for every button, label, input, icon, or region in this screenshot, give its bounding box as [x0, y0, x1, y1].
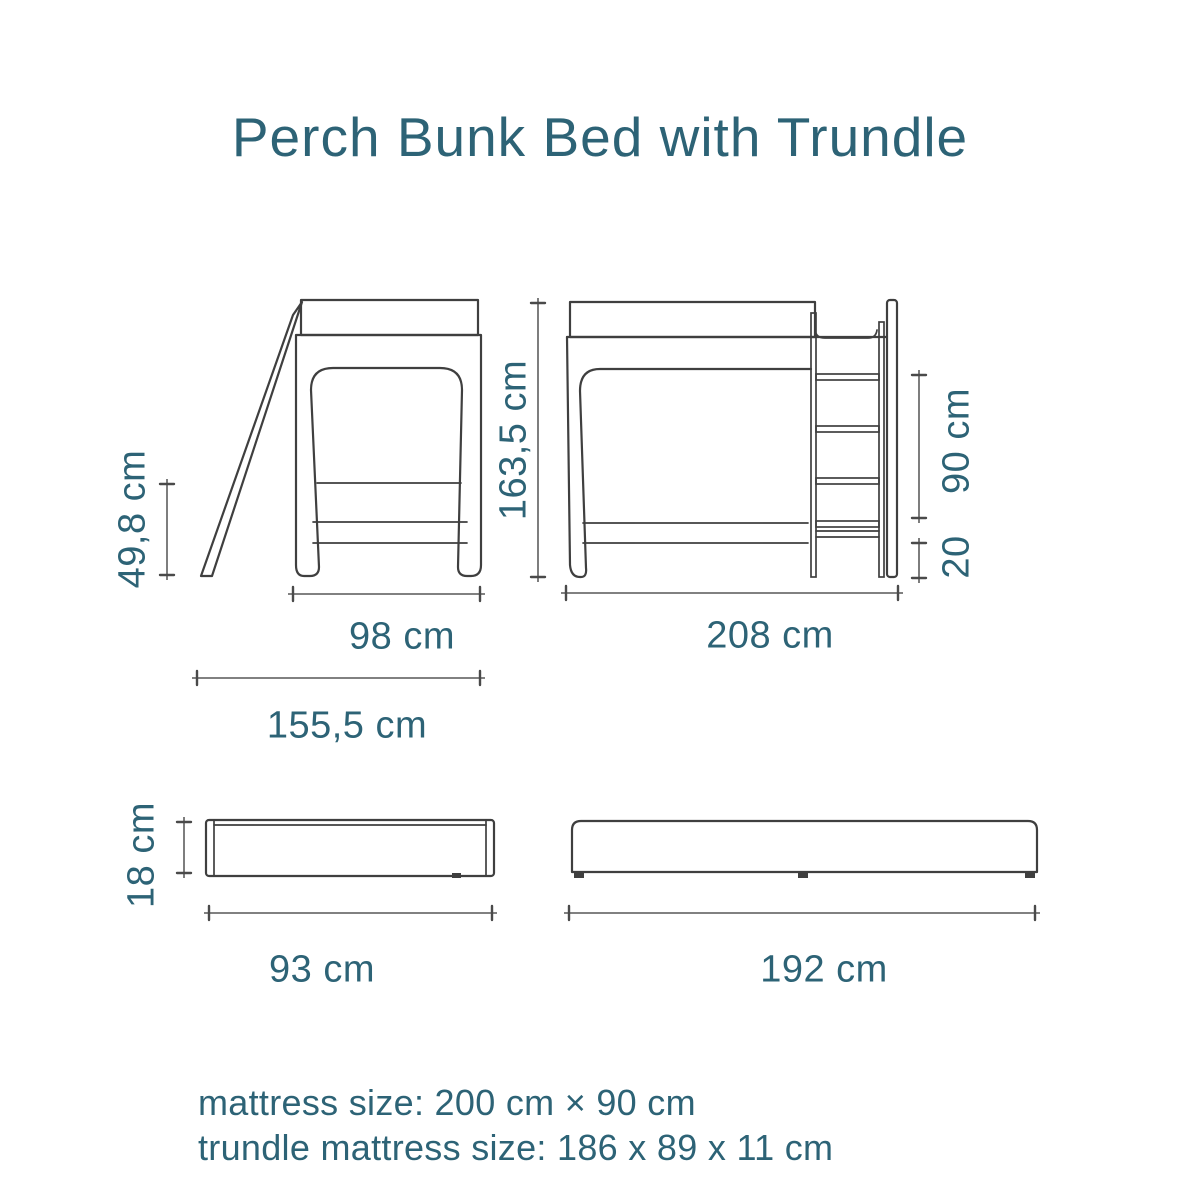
trundle-side-view: [206, 820, 494, 878]
dim-label-width: 208 cm: [706, 614, 834, 657]
trundle-mattress-size-note: trundle mattress size: 186 x 89 x 11 cm: [198, 1127, 834, 1168]
page-title: Perch Bunk Bed with Trundle: [231, 106, 969, 168]
trundle-front-wheel: [798, 872, 808, 878]
mattress-size-note: mattress size: 200 cm × 90 cm: [198, 1082, 696, 1123]
trundle-front-body: [572, 821, 1037, 872]
ladder-rung: [816, 426, 879, 432]
front-view-left-leg: [567, 337, 811, 577]
dimension-lines: [160, 298, 1040, 920]
front-view-mattress-box: [570, 302, 815, 337]
trundle-side-wheel: [452, 873, 461, 878]
dim-label-total-height: 163,5 cm: [492, 359, 535, 521]
dim-label-lower-clearance: 20: [935, 535, 978, 579]
ladder: [811, 313, 884, 577]
trundle-front-wheel: [574, 872, 584, 878]
bunk-bed-front-view: [567, 300, 897, 577]
trundle-front-wheel: [1025, 872, 1035, 878]
ladder-rung: [816, 374, 879, 380]
ladder-rung: [816, 478, 879, 484]
side-view-body: [296, 335, 481, 576]
front-view-right-post: [887, 300, 897, 577]
side-view-mattress-box: [301, 300, 478, 335]
side-view-ladder-plank: [201, 302, 302, 576]
dim-label-slide-height: 49,8 cm: [111, 449, 154, 589]
dim-label-trundle-width: 93 cm: [269, 948, 375, 991]
ladder-rung: [816, 521, 879, 527]
dim-label-trundle-height: 18 cm: [120, 802, 163, 908]
ladder-right-rail: [879, 322, 884, 577]
dim-label-depth-with-slide: 155,5 cm: [266, 704, 428, 747]
dim-label-upper-clearance: 90 cm: [935, 388, 978, 494]
trundle-side-body: [206, 820, 494, 876]
dim-label-trundle-length: 192 cm: [760, 948, 888, 991]
bunk-bed-side-view: [201, 300, 481, 576]
dim-label-depth: 98 cm: [349, 615, 455, 658]
trundle-front-view: [572, 821, 1037, 878]
